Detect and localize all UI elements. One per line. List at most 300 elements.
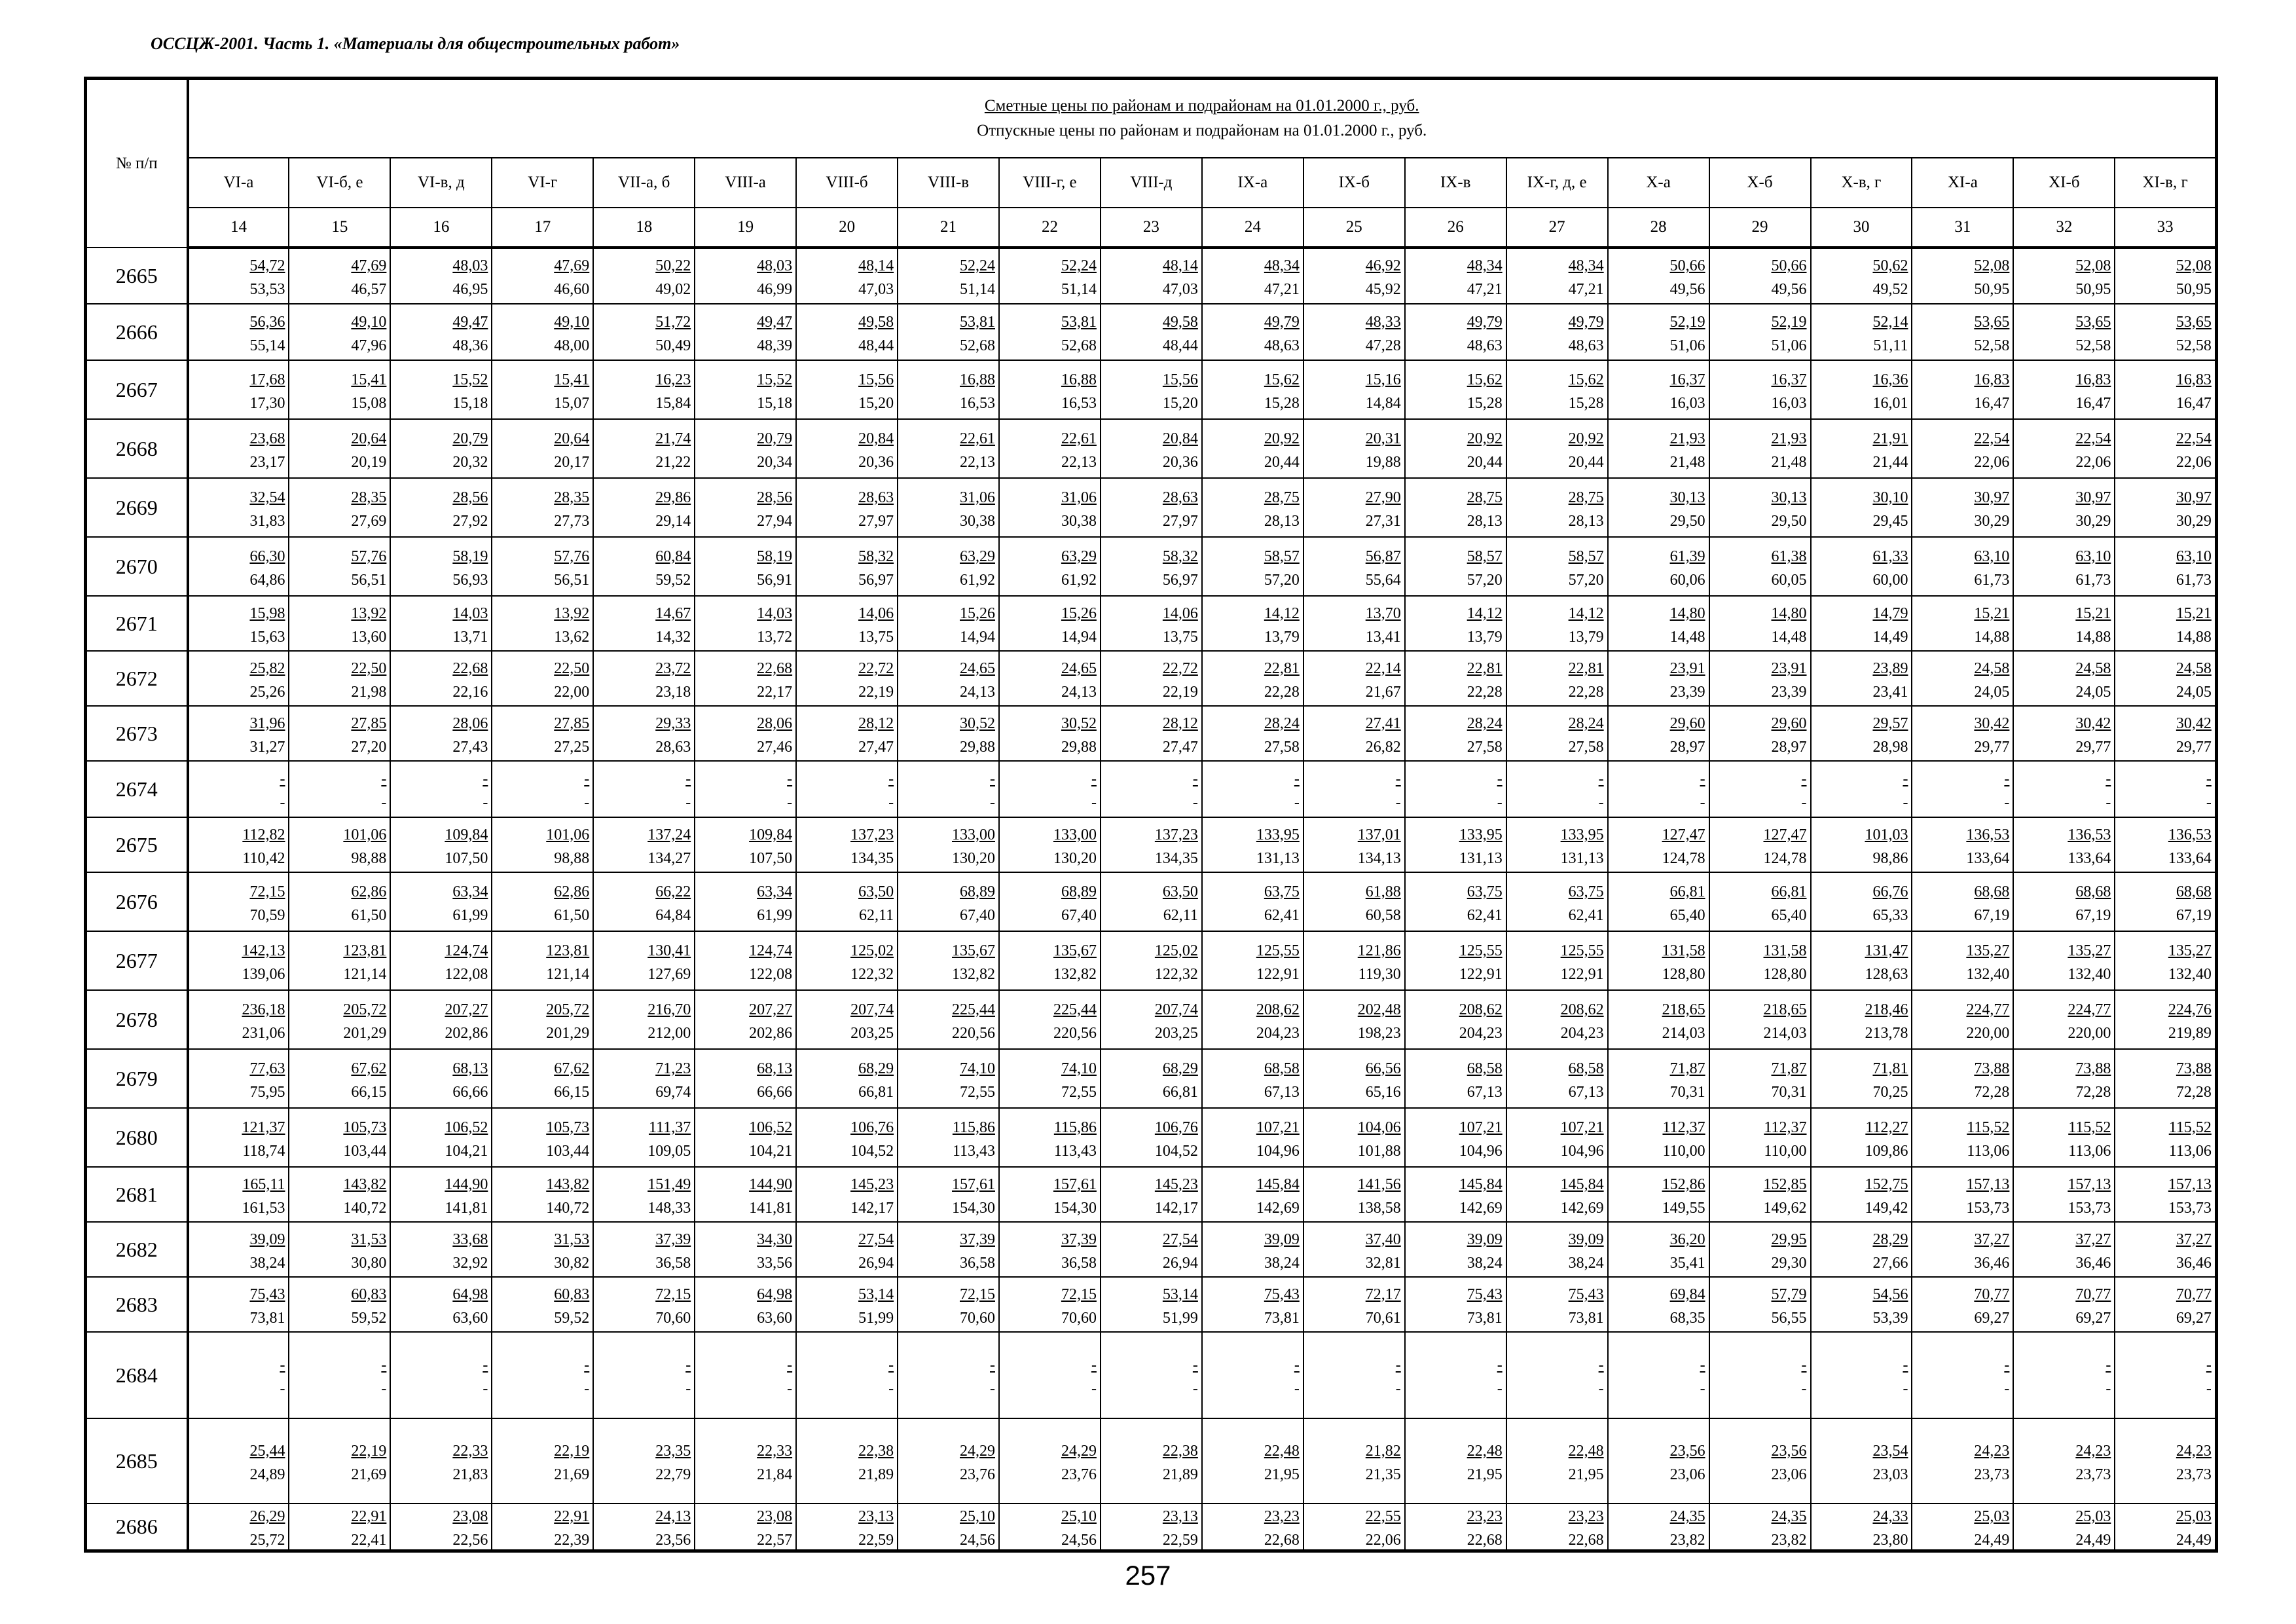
estimated-price: 143,82 bbox=[343, 1175, 387, 1193]
release-price: 22,06 bbox=[1365, 1532, 1401, 1549]
estimated-price: 23,23 bbox=[1568, 1508, 1604, 1525]
price-cell bbox=[289, 1222, 390, 1277]
estimated-price: 218,65 bbox=[1763, 1001, 1807, 1018]
release-price: - bbox=[888, 794, 894, 811]
release-price: 66,81 bbox=[1162, 1083, 1198, 1101]
estimated-price: 36,20 bbox=[1669, 1230, 1705, 1248]
estimated-price: 14,80 bbox=[1669, 604, 1705, 622]
price-cell bbox=[796, 990, 898, 1049]
estimated-price: 22,33 bbox=[757, 1442, 793, 1460]
price-cell bbox=[1811, 1418, 1912, 1504]
price-cell bbox=[1303, 706, 1405, 761]
release-price: - bbox=[1294, 794, 1300, 811]
release-price: 122,91 bbox=[1256, 965, 1300, 983]
release-price: 22,16 bbox=[452, 683, 488, 701]
price-cell bbox=[1101, 304, 1202, 360]
estimated-price: 37,39 bbox=[1061, 1230, 1097, 1248]
estimated-price: 106,76 bbox=[850, 1118, 894, 1136]
table-row bbox=[86, 1167, 2217, 1222]
table-row bbox=[86, 248, 2217, 304]
release-price: 69,27 bbox=[2176, 1309, 2212, 1327]
release-price: 48,00 bbox=[554, 337, 590, 354]
estimated-price: 58,32 bbox=[858, 547, 894, 565]
release-price: 140,72 bbox=[343, 1199, 387, 1217]
price-cell bbox=[695, 537, 796, 596]
release-price: 14,49 bbox=[1872, 628, 1908, 646]
price-cell bbox=[593, 706, 695, 761]
price-cell bbox=[1811, 817, 1912, 872]
price-cell bbox=[1811, 1504, 1912, 1551]
price-cell bbox=[2115, 872, 2216, 931]
estimated-price: 30,42 bbox=[1974, 714, 2010, 732]
release-price: 154,30 bbox=[952, 1199, 995, 1217]
release-price: 70,60 bbox=[1061, 1309, 1097, 1327]
release-price: 61,99 bbox=[757, 906, 793, 924]
release-price: 153,73 bbox=[2168, 1199, 2212, 1217]
estimated-price: 30,10 bbox=[1872, 489, 1908, 506]
estimated-price: 64,98 bbox=[452, 1285, 488, 1303]
release-price: 48,63 bbox=[1568, 337, 1604, 354]
estimated-price: 22,81 bbox=[1568, 659, 1604, 677]
price-cell bbox=[1709, 1332, 1811, 1418]
header-row-title bbox=[86, 79, 2217, 158]
price-cell bbox=[188, 872, 289, 931]
region-header: X-а bbox=[1608, 158, 1709, 208]
price-cell bbox=[1101, 1049, 1202, 1108]
price-cell bbox=[188, 1222, 289, 1277]
region-header: VI-в, д bbox=[390, 158, 492, 208]
release-price: 110,00 bbox=[1764, 1142, 1807, 1160]
estimated-price: 63,29 bbox=[960, 547, 995, 565]
price-cell bbox=[1912, 706, 2013, 761]
release-price: 22,28 bbox=[1264, 683, 1300, 701]
estimated-price: 69,84 bbox=[1669, 1285, 1705, 1303]
release-price: 31,27 bbox=[249, 738, 285, 756]
estimated-price: 39,09 bbox=[1568, 1230, 1604, 1248]
price-cell bbox=[1405, 1222, 1506, 1277]
release-price: 15,20 bbox=[858, 394, 894, 412]
price-cell bbox=[695, 1504, 796, 1551]
release-price: 14,88 bbox=[2176, 628, 2212, 646]
release-price: 24,56 bbox=[960, 1532, 995, 1549]
price-cell bbox=[289, 1277, 390, 1332]
price-cell bbox=[1101, 360, 1202, 419]
estimated-price: - bbox=[1801, 1356, 1807, 1374]
estimated-price: 24,65 bbox=[1061, 659, 1097, 677]
price-cell bbox=[492, 1049, 593, 1108]
estimated-price: - bbox=[1903, 1356, 1908, 1374]
release-price: 61,50 bbox=[351, 906, 387, 924]
release-price: 20,17 bbox=[554, 453, 590, 471]
release-price: 124,78 bbox=[1763, 849, 1807, 867]
estimated-price: 29,33 bbox=[655, 714, 691, 732]
estimated-price: 16,37 bbox=[1669, 371, 1705, 388]
price-cell bbox=[796, 1108, 898, 1167]
estimated-price: 141,56 bbox=[1357, 1175, 1401, 1193]
estimated-price: 115,52 bbox=[1967, 1118, 2010, 1136]
price-cell bbox=[289, 931, 390, 990]
release-price: 63,60 bbox=[757, 1309, 793, 1327]
estimated-price: 23,13 bbox=[858, 1508, 894, 1525]
release-price: 122,32 bbox=[850, 965, 894, 983]
estimated-price: 71,23 bbox=[655, 1060, 691, 1077]
estimated-price: 125,55 bbox=[1459, 942, 1503, 959]
estimated-price: 15,26 bbox=[1061, 604, 1097, 622]
estimated-price: 26,29 bbox=[249, 1508, 285, 1525]
row-number: 2677 bbox=[86, 931, 188, 990]
release-price: 119,30 bbox=[1358, 965, 1401, 983]
estimated-price: 16,88 bbox=[1061, 371, 1097, 388]
price-cell bbox=[695, 419, 796, 478]
price-cell bbox=[492, 761, 593, 817]
price-cell bbox=[695, 1049, 796, 1108]
price-cell bbox=[1608, 1504, 1709, 1551]
release-price: 213,78 bbox=[1865, 1024, 1908, 1042]
estimated-price: 224,77 bbox=[2068, 1001, 2111, 1018]
release-price: 13,79 bbox=[1568, 628, 1604, 646]
estimated-price: 67,62 bbox=[351, 1060, 387, 1077]
estimated-price: 49,58 bbox=[1162, 313, 1198, 331]
estimated-price: 115,52 bbox=[2068, 1118, 2111, 1136]
price-cell bbox=[1709, 1418, 1811, 1504]
release-price: 65,40 bbox=[1669, 906, 1705, 924]
estimated-price: 30,42 bbox=[2176, 714, 2212, 732]
price-cell bbox=[796, 1504, 898, 1551]
price-cell bbox=[1405, 1332, 1506, 1418]
estimated-price: 24,58 bbox=[1974, 659, 2010, 677]
price-cell bbox=[2115, 537, 2216, 596]
estimated-price: 157,61 bbox=[1053, 1175, 1097, 1193]
release-price: 124,78 bbox=[1662, 849, 1705, 867]
price-cell bbox=[1709, 990, 1811, 1049]
estimated-price: 52,08 bbox=[2075, 257, 2111, 274]
price-cell bbox=[1506, 1167, 1608, 1222]
release-price: 46,60 bbox=[554, 281, 590, 298]
release-price: 57,20 bbox=[1467, 571, 1503, 589]
price-cell bbox=[2013, 817, 2115, 872]
price-cell bbox=[1101, 872, 1202, 931]
price-cell bbox=[1811, 596, 1912, 651]
estimated-price: 145,23 bbox=[850, 1175, 894, 1193]
release-price: 220,56 bbox=[952, 1024, 995, 1042]
release-price: - bbox=[1903, 1380, 1908, 1397]
estimated-price: 30,97 bbox=[1974, 489, 2010, 506]
estimated-price: 125,55 bbox=[1256, 942, 1300, 959]
release-price: 67,40 bbox=[1061, 906, 1097, 924]
release-price: 61,92 bbox=[1061, 571, 1097, 589]
price-cell bbox=[1202, 1108, 1303, 1167]
estimated-price: 224,76 bbox=[2168, 1001, 2212, 1018]
price-cell bbox=[593, 537, 695, 596]
estimated-price: 145,84 bbox=[1256, 1175, 1300, 1193]
release-price: 23,03 bbox=[1872, 1466, 1908, 1483]
estimated-price: 207,74 bbox=[1154, 1001, 1198, 1018]
release-price: 70,25 bbox=[1872, 1083, 1908, 1101]
release-price: 61,50 bbox=[554, 906, 590, 924]
estimated-price: 105,73 bbox=[546, 1118, 590, 1136]
release-price: - bbox=[584, 794, 590, 811]
price-cell bbox=[2115, 817, 2216, 872]
region-header: VIII-а bbox=[695, 158, 796, 208]
column-number: 31 bbox=[1912, 208, 2013, 248]
release-price: 23,06 bbox=[1669, 1466, 1705, 1483]
price-cell bbox=[289, 817, 390, 872]
price-cell bbox=[999, 1277, 1101, 1332]
estimated-price: 48,33 bbox=[1365, 313, 1401, 331]
estimated-price: 52,14 bbox=[1872, 313, 1908, 331]
estimated-price: 115,86 bbox=[952, 1118, 995, 1136]
estimated-price: 28,75 bbox=[1467, 489, 1503, 506]
estimated-price: 27,41 bbox=[1365, 714, 1401, 732]
price-cell bbox=[2013, 248, 2115, 304]
price-cell bbox=[999, 872, 1101, 931]
price-cell bbox=[898, 1332, 999, 1418]
price-cell bbox=[492, 1277, 593, 1332]
price-cell bbox=[1303, 1332, 1405, 1418]
estimated-price: - bbox=[381, 1356, 387, 1374]
estimated-price: 25,44 bbox=[249, 1442, 285, 1460]
column-number: 24 bbox=[1202, 208, 1303, 248]
release-price: 20,44 bbox=[1568, 453, 1604, 471]
price-cell bbox=[1709, 1504, 1811, 1551]
release-price: 22,28 bbox=[1568, 683, 1604, 701]
price-cell bbox=[999, 596, 1101, 651]
release-price: 133,64 bbox=[2168, 849, 2212, 867]
release-price: - bbox=[1192, 1380, 1198, 1397]
price-cell bbox=[1709, 1108, 1811, 1167]
price-cell bbox=[1709, 360, 1811, 419]
estimated-price: 22,72 bbox=[1162, 659, 1198, 677]
price-cell bbox=[1101, 1108, 1202, 1167]
price-cell bbox=[2013, 596, 2115, 651]
release-price: 122,91 bbox=[1560, 965, 1604, 983]
price-cell bbox=[289, 596, 390, 651]
estimated-price: - bbox=[888, 1356, 894, 1374]
release-price: 27,92 bbox=[452, 512, 488, 530]
price-cell bbox=[289, 872, 390, 931]
price-cell bbox=[289, 1332, 390, 1418]
price-cell bbox=[1303, 1108, 1405, 1167]
price-cell bbox=[1608, 761, 1709, 817]
estimated-price: 25,10 bbox=[1061, 1508, 1097, 1525]
release-price: 29,50 bbox=[1771, 512, 1807, 530]
price-cell bbox=[188, 1332, 289, 1418]
price-cell bbox=[1303, 761, 1405, 817]
release-price: 131,13 bbox=[1256, 849, 1300, 867]
estimated-price: 66,30 bbox=[249, 547, 285, 565]
row-number-header: № п/п bbox=[86, 79, 188, 248]
price-cell bbox=[1811, 419, 1912, 478]
price-cell bbox=[695, 1167, 796, 1222]
estimated-price: 49,47 bbox=[452, 313, 488, 331]
row-number: 2667 bbox=[86, 360, 188, 419]
price-cell bbox=[2013, 1277, 2115, 1332]
price-cell bbox=[695, 761, 796, 817]
estimated-price: 15,52 bbox=[757, 371, 793, 388]
estimated-price: 15,16 bbox=[1365, 371, 1401, 388]
price-cell bbox=[1506, 872, 1608, 931]
price-cell bbox=[1101, 596, 1202, 651]
price-cell bbox=[289, 651, 390, 706]
price-cell bbox=[999, 1167, 1101, 1222]
estimated-price: 39,09 bbox=[1264, 1230, 1300, 1248]
estimated-price: 133,95 bbox=[1560, 826, 1604, 843]
release-prices-title: Отпускные цены по районам и подрайонам на 01.01.2000 г., руб. bbox=[977, 122, 1427, 139]
release-price: 47,21 bbox=[1467, 281, 1503, 298]
release-price: 27,20 bbox=[351, 738, 387, 756]
estimated-price: 115,52 bbox=[2168, 1118, 2212, 1136]
estimated-price: 208,62 bbox=[1459, 1001, 1503, 1018]
release-price: 56,51 bbox=[351, 571, 387, 589]
price-cell bbox=[1202, 651, 1303, 706]
estimated-price: 33,68 bbox=[452, 1230, 488, 1248]
estimated-price: 37,27 bbox=[1974, 1230, 2010, 1248]
release-price: 38,24 bbox=[1467, 1254, 1503, 1272]
estimated-price: 131,58 bbox=[1763, 942, 1807, 959]
price-cell bbox=[492, 1418, 593, 1504]
release-price: 132,82 bbox=[952, 965, 995, 983]
release-price: 23,82 bbox=[1771, 1532, 1807, 1549]
estimated-price: 14,12 bbox=[1264, 604, 1300, 622]
price-cell bbox=[1506, 817, 1608, 872]
estimated-price: 50,62 bbox=[1872, 257, 1908, 274]
price-cell bbox=[188, 817, 289, 872]
estimated-price: - bbox=[2004, 1356, 2010, 1374]
release-price: 15,28 bbox=[1264, 394, 1300, 412]
estimated-price: 25,03 bbox=[2176, 1508, 2212, 1525]
release-price: 28,13 bbox=[1467, 512, 1503, 530]
estimated-price: 31,53 bbox=[554, 1230, 590, 1248]
price-cell bbox=[289, 706, 390, 761]
price-cell bbox=[1912, 1504, 2013, 1551]
price-cell bbox=[593, 761, 695, 817]
price-cell bbox=[796, 1418, 898, 1504]
estimated-price: 236,18 bbox=[242, 1001, 285, 1018]
price-cell bbox=[289, 990, 390, 1049]
estimated-price: 58,57 bbox=[1264, 547, 1300, 565]
release-price: 204,23 bbox=[1459, 1024, 1503, 1042]
price-cell bbox=[1912, 872, 2013, 931]
estimated-price: 22,68 bbox=[757, 659, 793, 677]
price-cell bbox=[898, 537, 999, 596]
price-cell bbox=[2115, 931, 2216, 990]
estimated-price: 61,38 bbox=[1771, 547, 1807, 565]
release-price: 24,05 bbox=[2075, 683, 2111, 701]
release-price: 21,44 bbox=[1872, 453, 1908, 471]
estimated-price: 71,81 bbox=[1872, 1060, 1908, 1077]
release-price: 65,40 bbox=[1771, 906, 1807, 924]
release-price: 121,14 bbox=[546, 965, 590, 983]
price-cell bbox=[492, 419, 593, 478]
release-price: 50,95 bbox=[2075, 281, 2111, 298]
price-cell bbox=[898, 761, 999, 817]
release-price: 153,73 bbox=[2068, 1199, 2111, 1217]
price-cell bbox=[695, 248, 796, 304]
column-number: 30 bbox=[1811, 208, 1912, 248]
price-cell bbox=[1506, 596, 1608, 651]
release-price: 61,99 bbox=[452, 906, 488, 924]
release-price: 24,49 bbox=[2075, 1532, 2111, 1549]
release-price: 30,82 bbox=[554, 1254, 590, 1272]
release-price: - bbox=[1801, 1380, 1807, 1397]
release-price: 70,60 bbox=[655, 1309, 691, 1327]
release-price: 36,46 bbox=[2075, 1254, 2111, 1272]
estimated-price: 15,41 bbox=[554, 371, 590, 388]
release-price: 61,92 bbox=[960, 571, 995, 589]
release-price: 47,21 bbox=[1264, 281, 1300, 298]
price-cell bbox=[593, 360, 695, 419]
release-price: - bbox=[2004, 1380, 2010, 1397]
release-price: 103,44 bbox=[546, 1142, 590, 1160]
price-cell bbox=[188, 761, 289, 817]
estimated-price: 28,06 bbox=[452, 714, 488, 732]
estimated-price: 25,03 bbox=[1974, 1508, 2010, 1525]
estimated-price: 20,92 bbox=[1568, 430, 1604, 447]
release-price: 22,79 bbox=[655, 1466, 691, 1483]
region-header: IX-а bbox=[1202, 158, 1303, 208]
estimated-price: 74,10 bbox=[1061, 1060, 1097, 1077]
estimated-price: 14,06 bbox=[1162, 604, 1198, 622]
release-price: 69,27 bbox=[2075, 1309, 2111, 1327]
release-price: 21,89 bbox=[1162, 1466, 1198, 1483]
release-price: 20,44 bbox=[1264, 453, 1300, 471]
release-price: 28,97 bbox=[1669, 738, 1705, 756]
estimated-price: 28,56 bbox=[452, 489, 488, 506]
release-price: 24,49 bbox=[2176, 1532, 2212, 1549]
release-price: 56,93 bbox=[452, 571, 488, 589]
release-price: 141,81 bbox=[749, 1199, 793, 1217]
estimated-price: 56,36 bbox=[249, 313, 285, 331]
release-price: 21,84 bbox=[757, 1466, 793, 1483]
price-cell bbox=[390, 248, 492, 304]
estimated-price: 72,15 bbox=[655, 1285, 691, 1303]
estimated-price: 22,19 bbox=[554, 1442, 590, 1460]
price-cell bbox=[593, 1108, 695, 1167]
price-cell bbox=[593, 1049, 695, 1108]
price-table-body bbox=[86, 248, 2217, 1551]
estimated-price: 142,13 bbox=[242, 942, 285, 959]
price-cell bbox=[1608, 1222, 1709, 1277]
estimated-price: - bbox=[2105, 1356, 2111, 1374]
release-price: - bbox=[1497, 794, 1503, 811]
release-price: 22,41 bbox=[351, 1532, 387, 1549]
estimated-price: 20,79 bbox=[757, 430, 793, 447]
release-price: 47,28 bbox=[1365, 337, 1401, 354]
release-price: - bbox=[1497, 1380, 1503, 1397]
estimated-price: 16,23 bbox=[655, 371, 691, 388]
release-price: 45,92 bbox=[1365, 281, 1401, 298]
table-row bbox=[86, 1504, 2217, 1551]
release-price: 22,19 bbox=[1162, 683, 1198, 701]
price-cell bbox=[796, 706, 898, 761]
price-cell bbox=[1709, 1222, 1811, 1277]
estimated-price: 13,92 bbox=[351, 604, 387, 622]
estimated-price: - bbox=[990, 770, 995, 788]
release-price: 35,41 bbox=[1669, 1254, 1705, 1272]
release-price: 20,44 bbox=[1467, 453, 1503, 471]
release-price: 65,16 bbox=[1365, 1083, 1401, 1101]
estimated-price: - bbox=[1598, 770, 1604, 788]
release-price: 130,20 bbox=[952, 849, 995, 867]
estimated-price: 52,08 bbox=[1974, 257, 2010, 274]
estimated-price: 57,76 bbox=[351, 547, 387, 565]
estimated-price: 107,21 bbox=[1256, 1118, 1300, 1136]
table-row bbox=[86, 761, 2217, 817]
estimated-price: 24,29 bbox=[1061, 1442, 1097, 1460]
estimated-price: 22,50 bbox=[351, 659, 387, 677]
price-cell bbox=[695, 360, 796, 419]
price-cell bbox=[492, 304, 593, 360]
